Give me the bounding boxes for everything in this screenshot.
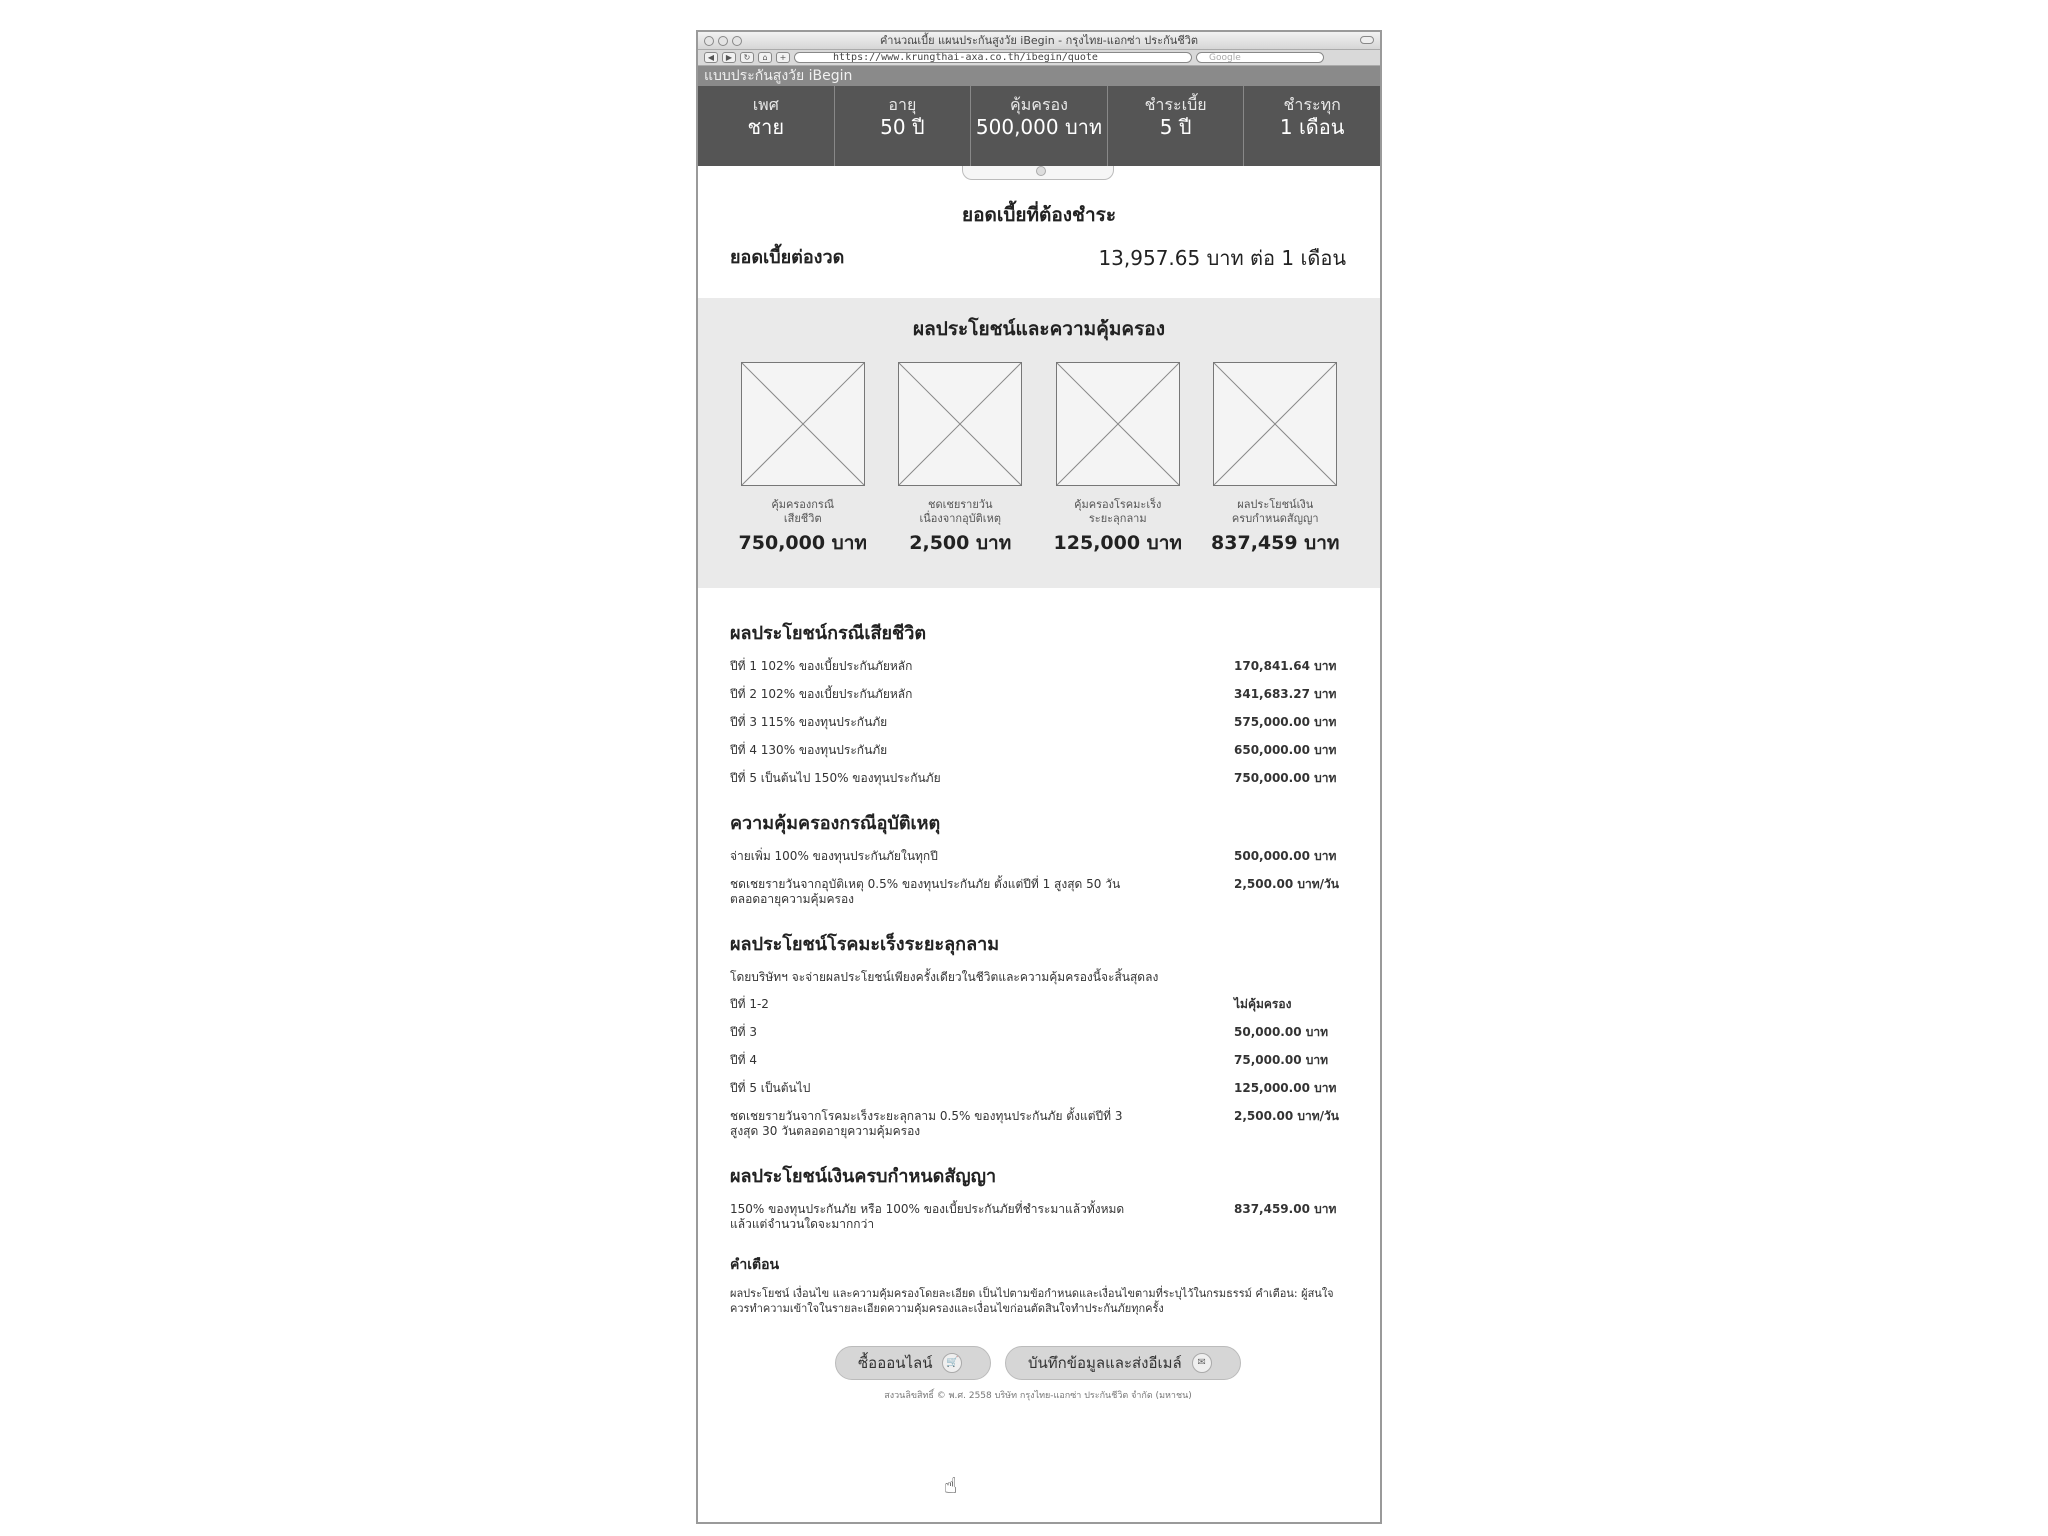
benefit-caption-line: ระยะลุกลาม bbox=[1088, 512, 1147, 525]
benefit-card bbox=[882, 362, 1040, 558]
row-value: 75,000.00 บาท bbox=[1234, 1053, 1329, 1067]
row-label: ปีที่ 4 bbox=[730, 1053, 757, 1067]
benefit-caption bbox=[724, 498, 882, 526]
row-label: ปีที่ 3 115% ของทุนประกันภัย bbox=[730, 715, 888, 729]
summary-value: 500,000 บาท bbox=[975, 115, 1103, 139]
cancer-section bbox=[730, 929, 1346, 1139]
detail-row bbox=[730, 1109, 1346, 1139]
benefit-grid bbox=[698, 362, 1380, 558]
benefit-caption-line: เนื่องจากอุบัติเหตุ bbox=[919, 512, 1001, 525]
premium-row bbox=[698, 242, 1380, 274]
detail-row bbox=[730, 1081, 1346, 1096]
row-value: 170,841.64 บาท bbox=[1234, 659, 1337, 673]
section-title: ผลประโยชน์กรณีเสียชีวิต bbox=[730, 623, 927, 644]
summary-label: คุ้มครอง bbox=[1010, 95, 1068, 114]
row-value: 50,000.00 บาท bbox=[1234, 1025, 1329, 1039]
benefit-caption-line: ครบกำหนดสัญญา bbox=[1231, 512, 1319, 525]
row-label: ชดเชยรายวันจากอุบัติเหตุ 0.5% ของทุนประกันภัย ตั้งแต่ปีที่ 1 สูงสุด 50 วันตลอดอายุความคุ้มครอง bbox=[730, 877, 1121, 906]
summary-label: เพศ bbox=[752, 95, 779, 114]
section-note: โดยบริษัทฯ จะจ่ายผลประโยชน์เพียงครั้งเดียวในชีวิตและความคุ้มครองนี้จะสิ้นสุดลง bbox=[730, 970, 1159, 984]
summary-age bbox=[835, 86, 972, 166]
reload-button[interactable]: ↻ bbox=[740, 52, 754, 63]
death-benefit-section bbox=[730, 618, 1346, 786]
row-value: 2,500.00 บาท/วัน bbox=[1234, 1109, 1339, 1123]
summary-label: ชำระทุก bbox=[1283, 95, 1341, 114]
detail-row bbox=[730, 1025, 1346, 1040]
page-tab: แบบประกันสูงวัย iBegin bbox=[698, 66, 1380, 86]
row-value: 341,683.27 บาท bbox=[1234, 687, 1337, 701]
summary-coverage bbox=[971, 86, 1108, 166]
detail-row bbox=[730, 997, 1346, 1012]
window-controls bbox=[704, 36, 742, 46]
detail-row bbox=[730, 1053, 1346, 1068]
toolbar-toggle-button[interactable] bbox=[1360, 36, 1374, 44]
browser-toolbar bbox=[698, 50, 1380, 66]
zoom-window-button[interactable] bbox=[732, 36, 742, 46]
benefit-card bbox=[724, 362, 882, 558]
row-value: 2,500.00 บาท/วัน bbox=[1234, 877, 1339, 891]
summary-payment-frequency bbox=[1244, 86, 1380, 166]
benefit-amount: 750,000 บาท bbox=[738, 532, 867, 554]
benefit-caption bbox=[1197, 498, 1355, 526]
copyright-footer: สงวนลิขสิทธิ์ © พ.ศ. 2558 บริษัท กรุงไทย-แอกซ่า ประกันชีวิต จำกัด (มหาชน) bbox=[884, 1391, 1192, 1401]
action-buttons bbox=[730, 1346, 1346, 1380]
row-value: 837,459.00 บาท bbox=[1234, 1202, 1337, 1216]
quote-summary-bar bbox=[698, 86, 1380, 166]
benefit-caption-line: คุ้มครองโรคมะเร็ง bbox=[1074, 498, 1162, 511]
summary-label: ชำระเบี้ย bbox=[1144, 95, 1207, 114]
row-label: ปีที่ 5 เป็นต้นไป 150% ของทุนประกันภัย bbox=[730, 771, 941, 785]
benefit-caption-line: ชดเชยรายวัน bbox=[927, 498, 993, 511]
row-label: ปีที่ 3 bbox=[730, 1025, 757, 1039]
image-placeholder-icon bbox=[741, 362, 865, 486]
warning-text: ผลประโยชน์ เงื่อนไข และความคุ้มครองโดยละเอียด เป็นไปตามข้อกำหนดและเงื่อนไขตามที่ระบุไว้ในกรมธรรม์ คำเตือน: ผู้สนใจควรทำความเข้าใจในรายละเอียดความคุ้มครองและเงื่อนไขก่อนตัดสินใจทำประกันภัยทุกครั้ง bbox=[730, 1287, 1334, 1315]
detail-row bbox=[730, 715, 1346, 730]
row-label: ปีที่ 1-2 bbox=[730, 997, 769, 1011]
detail-row bbox=[730, 771, 1346, 786]
cart-icon: 🛒 bbox=[942, 1353, 962, 1373]
benefit-caption-line: คุ้มครองกรณี bbox=[771, 498, 835, 511]
search-field[interactable]: Google bbox=[1196, 52, 1324, 63]
row-value: 575,000.00 บาท bbox=[1234, 715, 1337, 729]
close-window-button[interactable] bbox=[704, 36, 714, 46]
premium-label: ยอดเบี้ยต่องวด bbox=[730, 247, 845, 268]
row-value: 125,000.00 บาท bbox=[1234, 1081, 1337, 1095]
benefit-details bbox=[698, 588, 1380, 1402]
row-label: ชดเชยรายวันจากโรคมะเร็งระยะลุกลาม 0.5% ของทุนประกันภัย ตั้งแต่ปีที่ 3 สูงสุด 30 วันตลอดอายุความคุ้มครอง bbox=[730, 1109, 1123, 1138]
detail-row bbox=[730, 687, 1346, 702]
row-label: ปีที่ 2 102% ของเบี้ยประกันภัยหลัก bbox=[730, 687, 913, 701]
window-title: คำนวณเบี้ย แผนประกันสูงวัย iBegin - กรุงไทย-แอกซ่า ประกันชีวิต bbox=[879, 34, 1199, 47]
image-placeholder-icon bbox=[1056, 362, 1180, 486]
buy-online-button[interactable] bbox=[835, 1346, 991, 1380]
row-value: ไม่คุ้มครอง bbox=[1234, 997, 1292, 1011]
summary-label: อายุ bbox=[888, 95, 917, 114]
section-title: ผลประโยชน์เงินครบกำหนดสัญญา bbox=[730, 1166, 997, 1187]
benefits-title: ผลประโยชน์และความคุ้มครอง bbox=[913, 318, 1165, 340]
save-and-email-button[interactable] bbox=[1005, 1346, 1241, 1380]
benefit-amount: 2,500 บาท bbox=[909, 532, 1012, 554]
premium-title: ยอดเบี้ยที่ต้องชำระ bbox=[961, 204, 1117, 226]
detail-row bbox=[730, 743, 1346, 758]
summary-payment-term bbox=[1108, 86, 1245, 166]
browser-window bbox=[696, 30, 1382, 1524]
hand-pointer-icon: ☝ bbox=[944, 1474, 958, 1499]
image-placeholder-icon bbox=[898, 362, 1022, 486]
detail-row bbox=[730, 849, 1346, 864]
section-title: ผลประโยชน์โรคมะเร็งระยะลุกลาม bbox=[730, 934, 1000, 955]
summary-value: 50 ปี bbox=[880, 115, 925, 139]
detail-row bbox=[730, 1202, 1346, 1232]
benefits-panel bbox=[698, 298, 1380, 588]
maturity-section bbox=[730, 1161, 1346, 1232]
image-placeholder-icon bbox=[1213, 362, 1337, 486]
accident-section bbox=[730, 808, 1346, 907]
premium-value: 13,957.65 บาท ต่อ 1 เดือน bbox=[1098, 246, 1346, 270]
warning-title: คำเตือน bbox=[730, 1257, 780, 1273]
mail-icon: ✉ bbox=[1192, 1353, 1212, 1373]
benefit-amount: 837,459 บาท bbox=[1211, 532, 1340, 554]
chevron-icon bbox=[1036, 166, 1046, 176]
detail-row bbox=[730, 877, 1346, 907]
benefit-caption bbox=[882, 498, 1040, 526]
row-value: 750,000.00 บาท bbox=[1234, 771, 1337, 785]
benefit-card bbox=[1039, 362, 1197, 558]
home-button[interactable]: ⌂ bbox=[758, 52, 772, 63]
minimize-window-button[interactable] bbox=[718, 36, 728, 46]
row-label: ปีที่ 4 130% ของทุนประกันภัย bbox=[730, 743, 888, 757]
row-value: 500,000.00 บาท bbox=[1234, 849, 1337, 863]
benefit-card bbox=[1197, 362, 1355, 558]
benefit-caption-line: ผลประโยชน์เงิน bbox=[1237, 498, 1314, 511]
summary-value: ชาย bbox=[747, 115, 785, 139]
address-bar[interactable]: https://www.krungthai-axa.co.th/ibegin/quote bbox=[794, 52, 1192, 63]
edit-quote-tab[interactable] bbox=[962, 166, 1114, 180]
title-bar bbox=[698, 32, 1380, 50]
row-label: จ่ายเพิ่ม 100% ของทุนประกันภัยในทุกปี bbox=[730, 849, 938, 863]
summary-gender bbox=[698, 86, 835, 166]
row-label: 150% ของทุนประกันภัย หรือ 100% ของเบี้ยประกันภัยที่ชำระมาแล้วทั้งหมด แล้วแต่จำนวนใดจะมากกว่า bbox=[730, 1202, 1125, 1231]
buy-online-label: ซื้อออนไลน์ bbox=[858, 1354, 933, 1372]
benefit-amount: 125,000 บาท bbox=[1053, 532, 1182, 554]
row-label: ปีที่ 1 102% ของเบี้ยประกันภัยหลัก bbox=[730, 659, 913, 673]
detail-row bbox=[730, 659, 1346, 674]
benefit-caption bbox=[1039, 498, 1197, 526]
forward-button[interactable]: ▶ bbox=[722, 52, 736, 63]
summary-value: 1 เดือน bbox=[1279, 115, 1345, 139]
section-title: ความคุ้มครองกรณีอุบัติเหตุ bbox=[730, 813, 941, 834]
row-label: ปีที่ 5 เป็นต้นไป bbox=[730, 1081, 811, 1095]
save-and-email-label: บันทึกข้อมูลและส่งอีเมล์ bbox=[1028, 1354, 1182, 1372]
benefit-caption-line: เสียชีวิต bbox=[783, 512, 822, 525]
row-value: 650,000.00 บาท bbox=[1234, 743, 1337, 757]
back-button[interactable]: ◀ bbox=[704, 52, 718, 63]
add-bookmark-button[interactable]: + bbox=[776, 52, 790, 63]
summary-value: 5 ปี bbox=[1159, 115, 1192, 139]
